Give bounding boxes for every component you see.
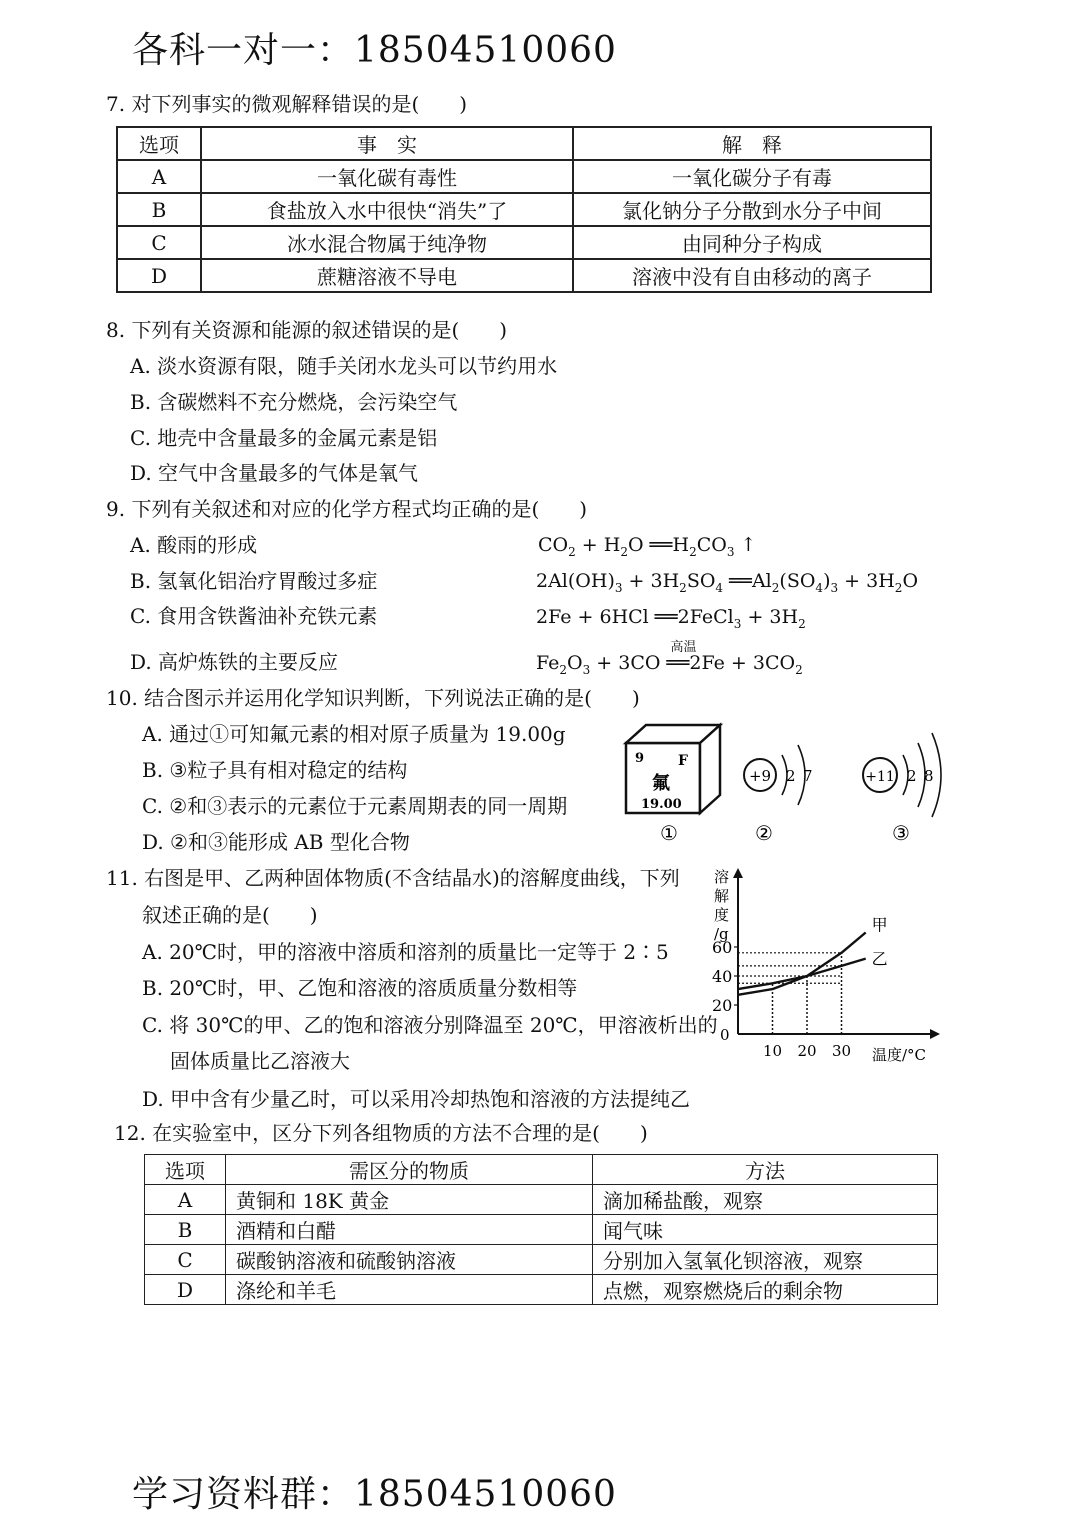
y-axis-arrow (733, 868, 743, 878)
condition-label: 高温 (670, 640, 697, 655)
table-row (117, 259, 931, 292)
q11-stem-line2: 叙述正确的是( ) (142, 903, 318, 927)
cell: 蔗糖溶液不导电 (201, 259, 573, 292)
element-number: 9 (635, 751, 645, 766)
cell: 黄铜和 18K 黄金 (226, 1185, 593, 1215)
y-tick-label: 40 (712, 967, 733, 986)
q10-option-a: A. 通过①可知氟元素的相对原子质量为 19.00g (142, 722, 566, 746)
atom-structure-3 (863, 733, 941, 817)
table-header-row (145, 1155, 938, 1185)
cell: A (145, 1185, 226, 1215)
cell: 碳酸钠溶液和硫酸钠溶液 (226, 1245, 593, 1275)
solubility-chart (700, 862, 945, 1067)
q11-option-a: A. 20℃时，甲的溶液中溶质和溶剂的质量比一定等于 2∶5 (142, 940, 669, 964)
cell: A (117, 160, 201, 193)
cell: 滴加稀盐酸，观察 (593, 1185, 938, 1215)
equation-b: $2Al(OH)_3 + 3H_2SO_4$ $══Al_2(SO_4)_3 + 3H_2O$ (536, 570, 919, 595)
cell: 涤纶和羊毛 (226, 1275, 593, 1305)
y-tick-label: 20 (712, 996, 733, 1015)
cell: 闻气味 (593, 1215, 938, 1245)
element-symbol: F (678, 753, 688, 769)
q8-option-b: B. 含碳燃料不充分燃烧，会污染空气 (130, 390, 458, 414)
x-tick-label: 30 (831, 1042, 852, 1060)
series-label: 甲 (871, 915, 888, 935)
nucleus-3: +11 (865, 769, 895, 785)
header-cell: 选项 (145, 1155, 226, 1185)
x-axis-label: 温度/°C (872, 1046, 927, 1064)
cell: 食盐放入水中很快“消失”了 (201, 193, 573, 226)
y-axis-label-char: 度 (714, 906, 730, 924)
equation-d: $Fe_2O_3 + 3CO$ ══ 高温 $2Fe + 3CO_2$ (536, 652, 803, 677)
header-cell: 需区分的物质 (226, 1155, 593, 1185)
equation-a: $CO_2 + H_2O$ $══H_2CO_3$ ↑ (538, 534, 757, 559)
origin-label: 0 (720, 1026, 730, 1044)
x-tick-label: 10 (762, 1042, 783, 1060)
figure-label-3: ③ (892, 821, 910, 845)
q9-option-b: B. 氢氧化铝治疗胃酸过多症 (130, 569, 378, 593)
q11-option-b: B. 20℃时，甲、乙饱和溶液的溶质质量分数相等 (142, 976, 578, 1000)
q12-table (144, 1154, 938, 1305)
atom-structure-2 (744, 745, 813, 805)
electron-shell-2-1: 2 (786, 767, 796, 785)
q8-option-a: A. 淡水资源有限，随手关闭水龙头可以节约用水 (130, 354, 558, 378)
figure-label-1: ① (660, 821, 678, 845)
element-name: 氟 (652, 773, 670, 794)
cell: 一氧化碳分子有毒 (573, 160, 931, 193)
header-cell: 解 释 (573, 127, 931, 160)
header-contact: 各科一对一：18504510060 (132, 30, 617, 71)
table-row (145, 1275, 938, 1305)
q7-table (116, 126, 932, 293)
header-cell: 选项 (117, 127, 201, 160)
cell: D (117, 259, 201, 292)
cell: C (117, 226, 201, 259)
q11-option-c-cont: 固体质量比乙溶液大 (170, 1049, 350, 1073)
header-cell: 方法 (593, 1155, 938, 1185)
table-row (117, 226, 931, 259)
q10-stem: 10. 结合图示并运用化学知识判断，下列说法正确的是( ) (106, 686, 640, 710)
q9-option-c: C. 食用含铁酱油补充铁元素 (130, 604, 378, 628)
cell: 点燃，观察燃烧后的剩余物 (593, 1275, 938, 1305)
q9-stem: 9. 下列有关叙述和对应的化学方程式均正确的是( ) (106, 497, 588, 521)
q8-option-d: D. 空气中含量最多的气体是氧气 (130, 461, 419, 485)
y-axis-label-char: 溶 (714, 868, 730, 886)
cell: 分别加入氢氧化钡溶液，观察 (593, 1245, 938, 1275)
x-axis-arrow (930, 1029, 940, 1039)
x-tick-label: 20 (797, 1042, 817, 1060)
cell: D (145, 1275, 226, 1305)
y-axis-label-char: 解 (714, 887, 730, 905)
cell: 酒精和白醋 (226, 1215, 593, 1245)
table-row (145, 1245, 938, 1275)
cell: B (145, 1215, 226, 1245)
q11-option-d: D. 甲中含有少量乙时，可以采用冷却热饱和溶液的方法提纯乙 (142, 1087, 691, 1111)
electron-shell-3-1: 2 (907, 767, 917, 785)
q10-figures (610, 715, 950, 850)
cell: 氯化钠分子分散到水分子中间 (573, 193, 931, 226)
table-row (117, 193, 931, 226)
table-row (145, 1185, 938, 1215)
series-line-yi (738, 959, 866, 990)
element-card (626, 725, 720, 813)
electron-shell-2-2: 7 (803, 767, 813, 785)
cell: 由同种分子构成 (573, 226, 931, 259)
q10-option-d: D. ②和③能形成 AB 型化合物 (142, 830, 410, 854)
table-header-row (117, 127, 931, 160)
y-tick-label: 60 (712, 938, 733, 957)
equation-c: 2Fe + 6HCl ══2FeCl$_3$ + $3H_2$ (536, 606, 806, 631)
element-mass: 19.00 (641, 797, 682, 812)
figure-label-2: ② (755, 821, 773, 845)
q7-stem: 7. 对下列事实的微观解释错误的是( ) (106, 92, 468, 116)
nucleus-2: +9 (748, 767, 772, 785)
q12-stem: 12. 在实验室中，区分下列各组物质的方法不合理的是( ) (114, 1121, 648, 1145)
q11-stem-line1: 11. 右图是甲、乙两种固体物质(不含结晶水)的溶解度曲线，下列 (106, 866, 680, 890)
cell: 溶液中没有自由移动的离子 (573, 259, 931, 292)
cell: 冰水混合物属于纯净物 (201, 226, 573, 259)
footer-contact: 学习资料群：18504510060 (132, 1474, 617, 1515)
q10-option-c: C. ②和③表示的元素位于元素周期表的同一周期 (142, 794, 568, 818)
header-cell: 事 实 (201, 127, 573, 160)
cell: 一氧化碳有毒性 (201, 160, 573, 193)
cell: C (145, 1245, 226, 1275)
q8-option-c: C. 地壳中含量最多的金属元素是铝 (130, 426, 438, 450)
table-row (145, 1215, 938, 1245)
series-label: 乙 (871, 949, 888, 969)
q8-stem: 8. 下列有关资源和能源的叙述错误的是( ) (106, 318, 508, 342)
q9-option-d: D. 高炉炼铁的主要反应 (130, 650, 339, 674)
q9-option-a: A. 酸雨的形成 (130, 533, 258, 557)
electron-shell-3-2: 8 (924, 767, 934, 785)
q10-option-b: B. ③粒子具有相对稳定的结构 (142, 758, 408, 782)
y-axis-label-char: /g (714, 925, 729, 943)
table-row (117, 160, 931, 193)
cell: B (117, 193, 201, 226)
q11-option-c: C. 将 30℃的甲、乙的饱和溶液分别降温至 20℃，甲溶液析出的 (142, 1013, 718, 1037)
